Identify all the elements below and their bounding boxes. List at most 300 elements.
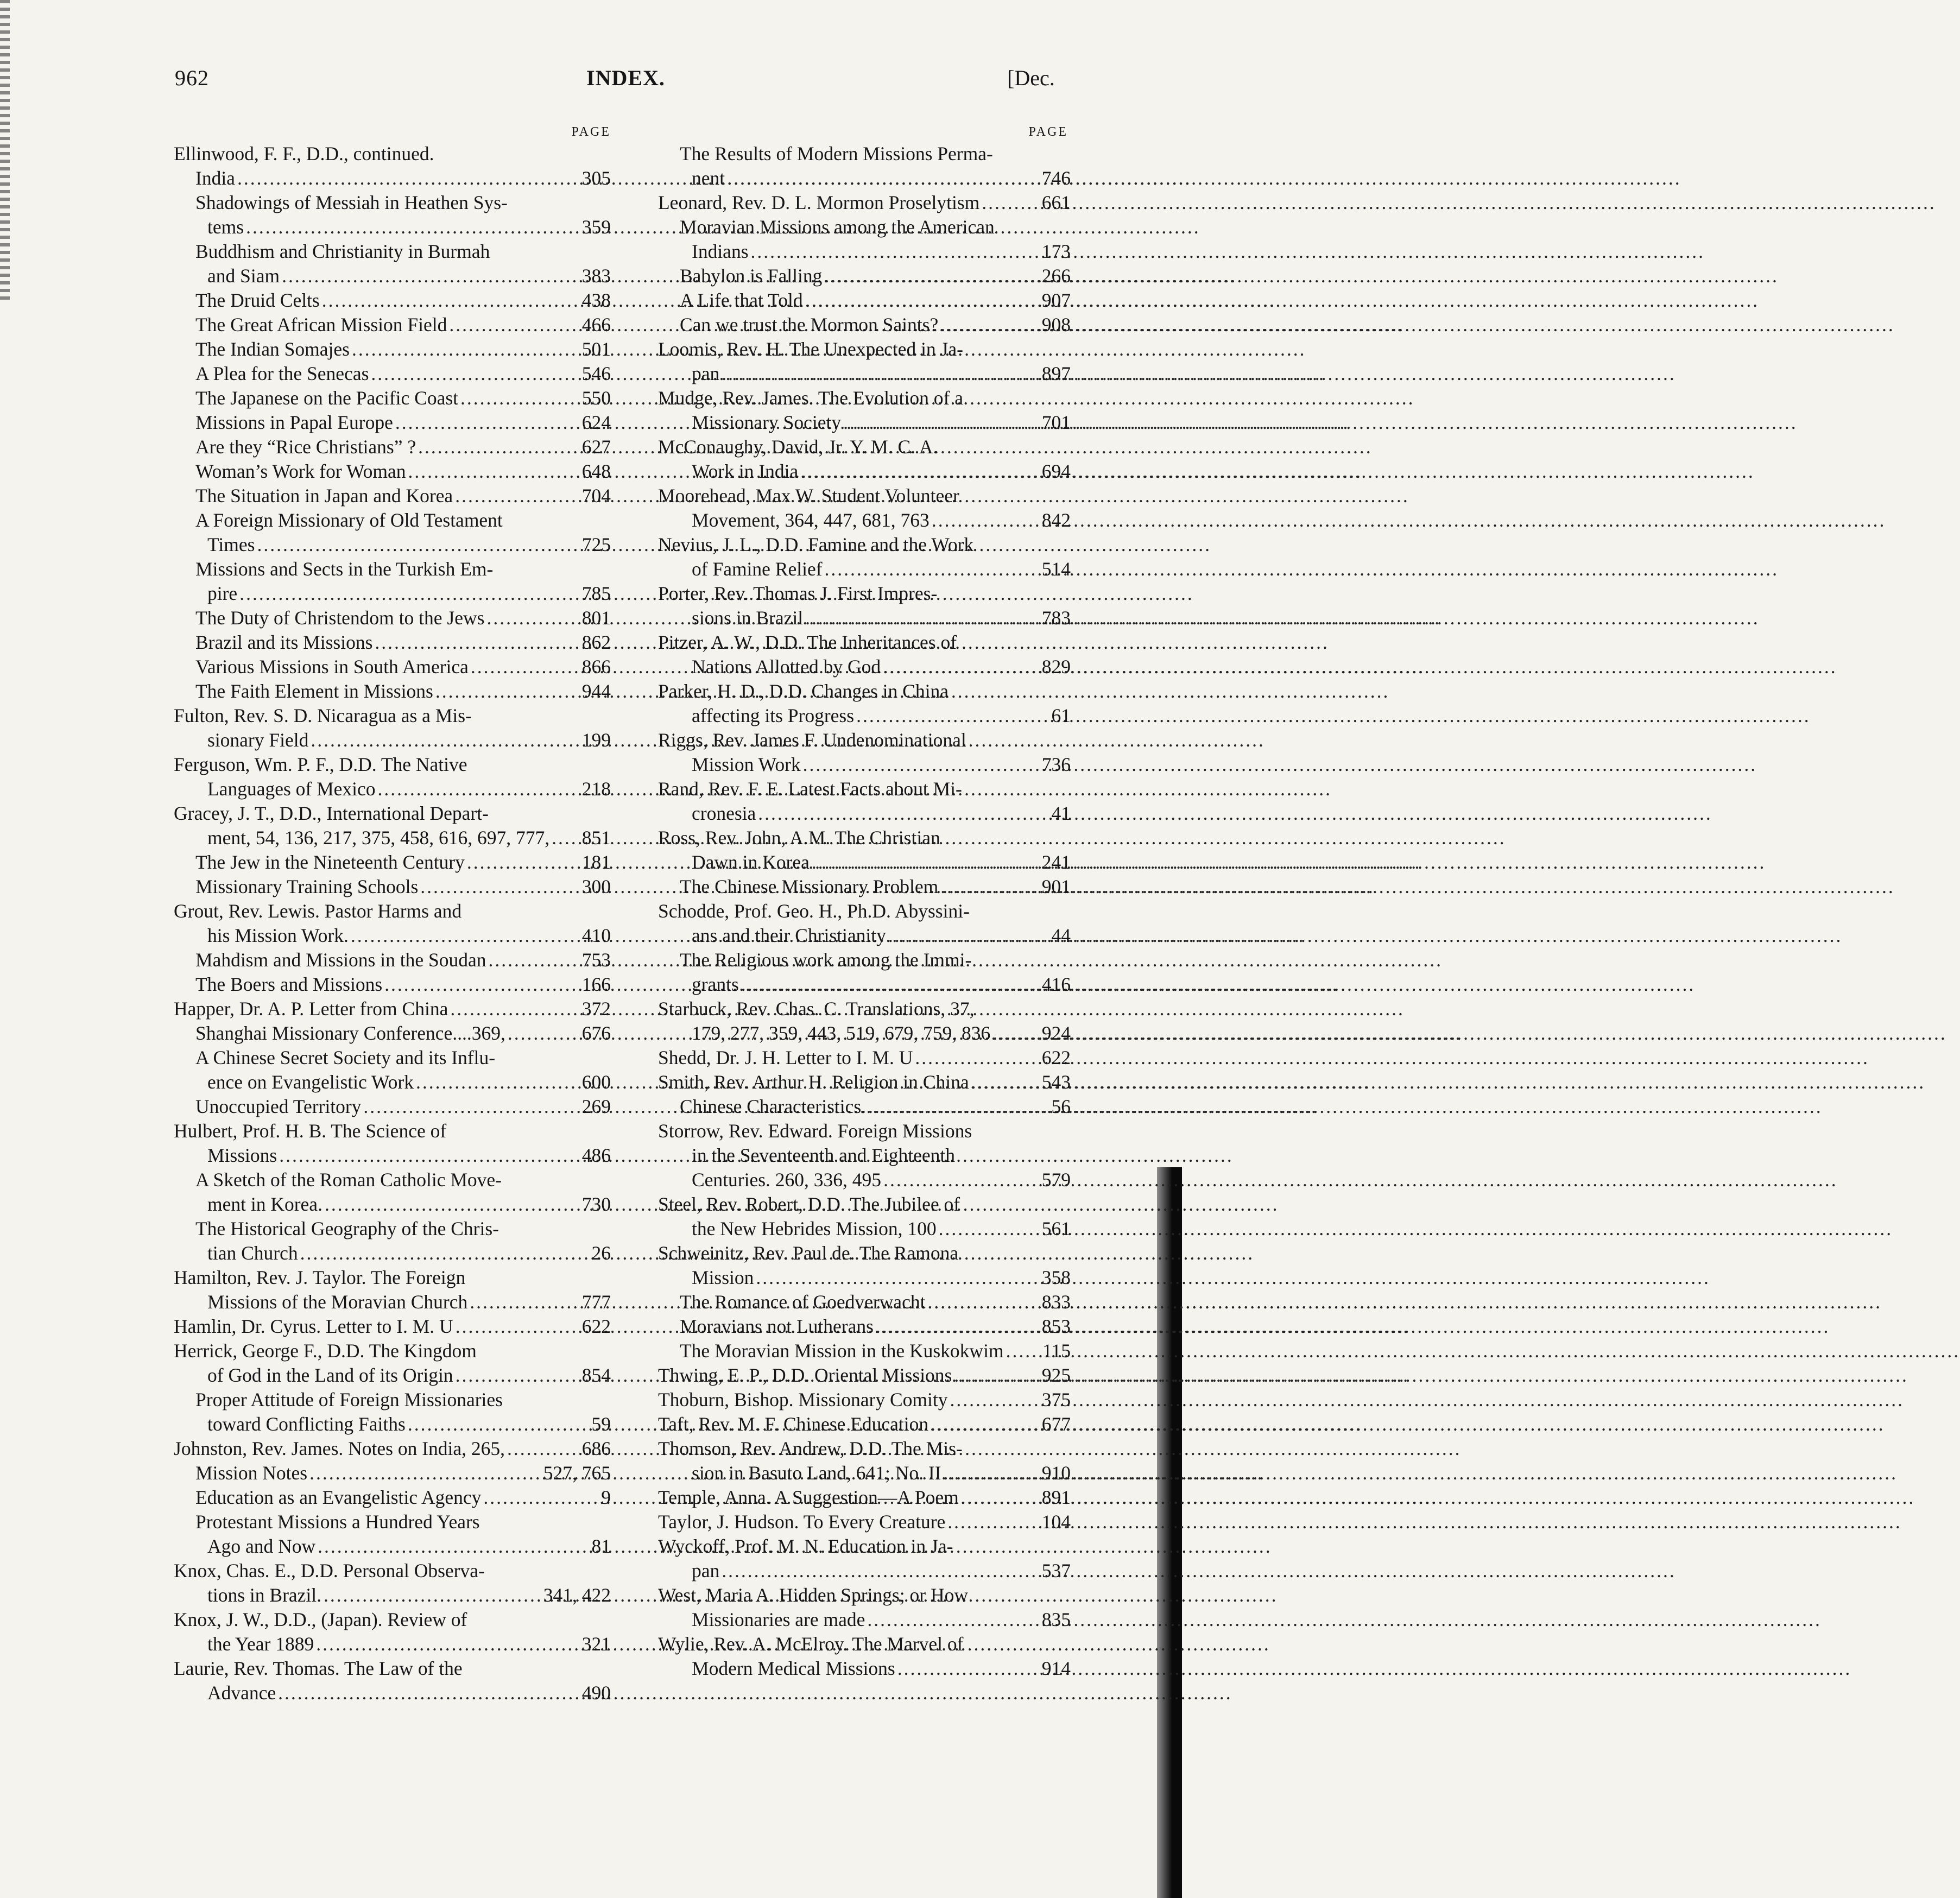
index-entry-line xyxy=(658,166,1071,191)
index-entry-line xyxy=(658,606,1071,630)
index-entry-line xyxy=(174,752,611,777)
entry-text: Centuries. 260, 336, 495 xyxy=(692,1169,882,1191)
dot-leader xyxy=(876,1314,1040,1339)
index-entry-line xyxy=(174,313,611,337)
entry-text: The Duty of Christendom to the Jews xyxy=(195,607,485,629)
index-entry-line xyxy=(174,728,611,752)
page-reference: 704 xyxy=(581,485,611,507)
entry-text: in the Seventeenth and Eighteenth xyxy=(692,1144,956,1166)
page-reference: 56 xyxy=(1051,1096,1071,1117)
entry-text: A Chinese Secret Society and its Influ- xyxy=(195,1047,496,1068)
index-entry-line xyxy=(174,1363,611,1388)
index-entry-line xyxy=(658,1094,1071,1119)
index-entry-line xyxy=(174,557,611,581)
page-reference: 661 xyxy=(1041,192,1071,213)
dot-leader xyxy=(1006,1339,1041,1363)
dot-leader xyxy=(375,630,579,655)
entry-text: The Druid Celts xyxy=(195,289,320,311)
entry-text: The Indian Somajes xyxy=(195,338,350,360)
entry-text: West, Maria A. Hidden Springs; or How xyxy=(658,1584,968,1606)
entry-text: Brazil and its Missions xyxy=(195,631,373,653)
page-reference: 676 xyxy=(581,1022,611,1044)
dot-leader xyxy=(812,850,1040,875)
index-entry-line xyxy=(658,655,1071,679)
index-entry-line xyxy=(174,777,611,801)
page-reference: 537 xyxy=(1041,1560,1071,1581)
entry-text: Can we trust the Mormon Saints? xyxy=(680,314,939,336)
index-entry-line xyxy=(174,288,611,313)
right-entry-list xyxy=(658,142,1071,1681)
index-entry-line xyxy=(174,1534,611,1559)
index-entry-line xyxy=(658,288,1071,313)
entry-text: and Siam xyxy=(207,265,280,287)
index-entry-line xyxy=(174,239,611,264)
dot-leader xyxy=(435,679,580,704)
index-entry-line xyxy=(174,875,611,899)
index-entry-line xyxy=(174,655,611,679)
entry-text: The Situation in Japan and Korea xyxy=(195,485,453,507)
entry-text: ence on Evangelistic Work xyxy=(207,1071,414,1093)
entry-text: Smith, Rev. Arthur H. Religion in China xyxy=(658,1071,969,1093)
index-entry-line xyxy=(174,581,611,606)
index-entry-line xyxy=(174,801,611,826)
index-entry-line xyxy=(658,362,1071,386)
index-entry-line xyxy=(174,1510,611,1534)
index-entry-line xyxy=(658,1608,1071,1632)
page-reference: 527, 765 xyxy=(543,1462,611,1484)
index-entry-line xyxy=(658,630,1071,655)
page-reference: 241 xyxy=(1041,851,1071,873)
dot-leader xyxy=(318,1534,589,1559)
entry-text: Education as an Evangelistic Agency xyxy=(195,1486,482,1508)
page-reference: 341, 422 xyxy=(543,1584,611,1606)
page-reference: 359 xyxy=(581,216,611,238)
right-index-column xyxy=(658,122,1071,1681)
page-reference: 907 xyxy=(1041,289,1071,311)
entry-text: Pitzer, A. W., D.D. The Inheritances of xyxy=(658,631,957,653)
page-reference: 166 xyxy=(581,973,611,995)
page-reference: 61 xyxy=(1051,705,1071,726)
page-reference: 622 xyxy=(1041,1047,1071,1068)
entry-text: A Sketch of the Roman Catholic Move- xyxy=(195,1169,502,1191)
entry-text: Moorehead, Max W. Student Volunteer xyxy=(658,485,959,507)
dot-leader xyxy=(758,801,1049,826)
index-entry-line xyxy=(174,606,611,630)
entry-text: Mission Work xyxy=(692,754,801,775)
dot-leader xyxy=(954,1363,1039,1388)
index-entry-line xyxy=(174,264,611,288)
entry-text: sionary Field xyxy=(207,729,309,751)
index-entry-line xyxy=(658,1241,1071,1266)
index-entry-line xyxy=(658,948,1071,972)
index-entry-line xyxy=(174,850,611,875)
running-header xyxy=(0,65,1182,103)
page-reference: 26 xyxy=(591,1242,611,1264)
index-entry-line xyxy=(174,1168,611,1192)
dot-leader xyxy=(395,410,580,435)
dot-leader xyxy=(282,264,580,288)
entry-text: Storrow, Rev. Edward. Foreign Missions xyxy=(658,1120,972,1142)
page-reference: 783 xyxy=(1041,607,1071,629)
dot-leader xyxy=(805,606,1040,630)
entry-text: toward Conflicting Faiths xyxy=(207,1413,406,1435)
index-entry-line xyxy=(658,1119,1071,1143)
dot-leader xyxy=(237,166,580,191)
dot-leader xyxy=(371,362,579,386)
index-entry-line xyxy=(658,875,1071,899)
entry-text: Grout, Rev. Lewis. Pastor Harms and xyxy=(174,900,462,922)
entry-text: Woman’s Work for Woman xyxy=(195,460,406,482)
index-entry-line xyxy=(174,948,611,972)
entry-text: Riggs, Rev. James F. Undenominational xyxy=(658,729,966,751)
index-entry-line xyxy=(174,215,611,239)
entry-text: Temple, Anna. A Suggestion—A Poem xyxy=(658,1486,959,1508)
index-entry-line xyxy=(174,826,611,850)
entry-text: tems xyxy=(207,216,244,238)
index-entry-line xyxy=(174,972,611,997)
entry-text: sions in Brazil xyxy=(692,607,804,629)
entry-text: The Great African Mission Field xyxy=(195,314,447,336)
dot-leader xyxy=(471,655,580,679)
page-reference: 550 xyxy=(581,387,611,409)
entry-text: Moravian Missions among the American xyxy=(680,216,995,238)
index-entry-line xyxy=(658,1314,1071,1339)
dot-leader xyxy=(982,191,1039,215)
entry-text: Shedd, Dr. J. H. Letter to I. M. U xyxy=(658,1047,913,1068)
entry-text: sion in Basuto Land, 641; No. II xyxy=(692,1462,941,1484)
dot-leader xyxy=(418,435,580,459)
index-entry-line xyxy=(174,1437,611,1461)
dot-leader xyxy=(800,459,1039,484)
page-reference: 854 xyxy=(581,1364,611,1386)
index-entry-line xyxy=(174,704,611,728)
page-reference: 579 xyxy=(1041,1169,1071,1191)
index-entry-line xyxy=(174,1485,611,1510)
entry-text: The Jew in the Nineteenth Century xyxy=(195,851,465,873)
entry-text: grants xyxy=(692,973,739,995)
page-reference: 490 xyxy=(581,1682,611,1704)
dot-leader xyxy=(947,1510,1039,1534)
page-reference: 9 xyxy=(601,1486,611,1508)
dot-leader xyxy=(408,1412,590,1437)
entry-text: A Life that Told xyxy=(680,289,803,311)
index-entry-line xyxy=(174,1241,611,1266)
entry-text: Missionaries are made xyxy=(692,1609,865,1630)
page-reference: 777 xyxy=(581,1291,611,1313)
dot-leader xyxy=(420,875,579,899)
dot-leader xyxy=(931,1412,1040,1437)
dot-leader xyxy=(239,581,580,606)
index-entry-line xyxy=(658,386,1071,410)
entry-text: Protestant Missions a Hundred Years xyxy=(195,1511,480,1533)
entry-text: Indians xyxy=(692,241,749,262)
dot-leader xyxy=(825,557,1040,581)
entry-text: Mission Notes xyxy=(195,1462,308,1484)
index-entry-line xyxy=(658,337,1071,362)
index-entry-line xyxy=(174,1119,611,1143)
page-reference: 438 xyxy=(581,289,611,311)
index-entry-line xyxy=(658,1461,1071,1485)
index-entry-line xyxy=(658,1534,1071,1559)
index-entry-line xyxy=(658,1339,1071,1363)
dot-leader xyxy=(856,704,1049,728)
index-entry-line xyxy=(174,1608,611,1632)
entry-text: Times xyxy=(207,534,255,555)
dot-leader xyxy=(741,972,1040,997)
index-entry-line xyxy=(658,679,1071,704)
page-reference: 866 xyxy=(581,656,611,678)
index-entry-line xyxy=(174,1632,611,1656)
scan-edge-mark xyxy=(0,0,10,304)
issue-month: [Dec. xyxy=(1007,66,1055,90)
dot-leader xyxy=(456,1363,580,1388)
dot-leader xyxy=(950,1388,1040,1412)
entry-text: Nations Allotted by God xyxy=(692,656,881,678)
dot-leader xyxy=(722,362,1039,386)
index-entry-line xyxy=(174,1192,611,1217)
entry-text: cronesia xyxy=(692,802,756,824)
dot-leader xyxy=(322,288,580,313)
entry-text: affecting its Progress xyxy=(692,705,855,726)
index-entry-line xyxy=(174,923,611,948)
entry-text: Hulbert, Prof. H. B. The Science of xyxy=(174,1120,447,1142)
dot-leader xyxy=(961,1485,1040,1510)
page-reference: 891 xyxy=(1041,1486,1071,1508)
entry-text: A Plea for the Senecas xyxy=(195,363,369,384)
dot-leader xyxy=(278,1681,580,1705)
entry-text: The Results of Modern Missions Perma- xyxy=(680,143,993,165)
entry-text: Laurie, Rev. Thomas. The Law of the xyxy=(174,1657,463,1679)
page-reference: 115 xyxy=(1042,1340,1071,1362)
page-reference: 81 xyxy=(591,1535,611,1557)
index-entry-line xyxy=(658,1388,1071,1412)
page-reference: 41 xyxy=(1051,802,1071,824)
column-heading-page: PAGE xyxy=(1028,125,1068,139)
dot-leader xyxy=(867,1608,1039,1632)
page-reference: 375 xyxy=(1041,1389,1071,1410)
entry-text: ment in Korea. xyxy=(207,1193,323,1215)
index-entry-line xyxy=(658,704,1071,728)
index-entry-line xyxy=(658,484,1071,508)
dot-leader xyxy=(940,875,1040,899)
index-entry-line xyxy=(658,801,1071,826)
index-entry-line xyxy=(174,484,611,508)
entry-text: Loomis, Rev. H. The Unexpected in Ja- xyxy=(658,338,963,360)
index-entry-line xyxy=(174,435,611,459)
index-entry-line xyxy=(174,1656,611,1681)
dot-leader xyxy=(450,997,579,1021)
dot-leader xyxy=(456,1314,580,1339)
index-entry-line xyxy=(174,533,611,557)
dot-leader xyxy=(467,850,580,875)
page-reference: 925 xyxy=(1041,1364,1071,1386)
entry-text: Schodde, Prof. Geo. H., Ph.D. Abyssini- xyxy=(658,900,970,922)
index-entry-line xyxy=(658,215,1071,239)
index-entry-line xyxy=(174,899,611,923)
page-reference: 546 xyxy=(581,363,611,384)
page-reference: 648 xyxy=(581,460,611,482)
entry-text: The Romance of Goedverwacht xyxy=(680,1291,926,1313)
page-reference: 686 xyxy=(581,1438,611,1459)
index-entry-line xyxy=(658,264,1071,288)
dot-leader xyxy=(508,1021,580,1046)
index-entry-line xyxy=(658,1070,1071,1094)
entry-text: Wyckoff, Prof. M. N. Education in Ja- xyxy=(658,1535,953,1557)
dot-leader xyxy=(756,1266,1039,1290)
index-entry-line xyxy=(658,435,1071,459)
entry-text: Shadowings of Messiah in Heathen Sys- xyxy=(195,192,508,213)
page-reference: 842 xyxy=(1041,509,1071,531)
index-entry-line xyxy=(174,1314,611,1339)
page-reference: 269 xyxy=(581,1096,611,1117)
dot-leader xyxy=(449,313,579,337)
entry-text: Gracey, J. T., D.D., International Depart- xyxy=(174,802,489,824)
page-reference: 181 xyxy=(581,851,611,873)
dot-leader xyxy=(883,1168,1040,1192)
page-reference: 600 xyxy=(581,1071,611,1093)
entry-text: Missions xyxy=(207,1144,277,1166)
entry-text: Starbuck, Rev. Chas. C. Translations, 37, xyxy=(658,998,975,1020)
dot-leader xyxy=(352,337,580,362)
index-entry-line xyxy=(174,1412,611,1437)
page-reference: 514 xyxy=(1041,558,1071,580)
dot-leader xyxy=(378,777,580,801)
entry-text: Ellinwood, F. F., D.D., continued. xyxy=(174,143,434,165)
page-reference: 730 xyxy=(581,1193,611,1215)
entry-text: McConaughy, David, Jr. Y. M. C. A. xyxy=(658,436,938,458)
entry-text: Steel, Rev. Robert, D.D. The Jubilee of xyxy=(658,1193,960,1215)
dot-leader xyxy=(939,1217,1040,1241)
entry-text: pan xyxy=(692,363,720,384)
entry-text: ans and their Christianity xyxy=(692,925,886,946)
page-reference: 466 xyxy=(581,314,611,336)
entry-text: Various Missions in South America xyxy=(195,656,469,678)
entry-text: Leonard, Rev. D. L. Mormon Proselytism xyxy=(658,192,980,213)
entry-text: Happer, Dr. A. P. Letter from China xyxy=(174,998,448,1020)
page-reference: 627 xyxy=(581,436,611,458)
entry-text: The Historical Geography of the Chris- xyxy=(195,1218,499,1239)
entry-text: Fulton, Rev. S. D. Nicaragua as a Mis- xyxy=(174,705,472,726)
page-reference: 486 xyxy=(581,1144,611,1166)
index-entry-line xyxy=(658,581,1071,606)
dot-leader xyxy=(363,1094,579,1119)
dot-leader xyxy=(888,923,1049,948)
dot-leader xyxy=(316,1632,580,1656)
index-entry-line xyxy=(174,679,611,704)
dot-leader xyxy=(384,972,580,997)
entry-text: Nevius, J. L., D.D. Famine and the Work xyxy=(658,534,974,555)
page-reference: 622 xyxy=(581,1315,611,1337)
page-reference: 746 xyxy=(1041,167,1071,189)
page-reference: 829 xyxy=(1041,656,1071,678)
dot-leader xyxy=(325,1192,580,1217)
page-reference: 199 xyxy=(581,729,611,751)
index-entry-line xyxy=(174,1583,611,1608)
entry-text: The Religious work among the Immi- xyxy=(680,949,972,971)
index-entry-line xyxy=(174,997,611,1021)
entry-text: Shanghai Missionary Conference....369, xyxy=(195,1022,505,1044)
dot-leader xyxy=(460,386,580,410)
entry-text: Hamilton, Rev. J. Taylor. The Foreign xyxy=(174,1267,466,1288)
index-entry-line xyxy=(174,1339,611,1363)
entry-text: Languages of Mexico xyxy=(207,778,376,800)
page-reference: 624 xyxy=(581,412,611,433)
entry-text: his Mission Work. xyxy=(207,925,349,946)
index-entry-line xyxy=(658,1363,1071,1388)
dot-leader xyxy=(351,923,580,948)
page-reference: 372 xyxy=(581,998,611,1020)
dot-leader xyxy=(805,288,1040,313)
index-entry-line xyxy=(174,630,611,655)
page-number: 962 xyxy=(175,66,209,90)
dot-leader xyxy=(257,533,580,557)
index-entry-line xyxy=(658,508,1071,533)
dot-leader xyxy=(455,484,580,508)
index-entry-line xyxy=(174,386,611,410)
page-reference: 897 xyxy=(1041,363,1071,384)
page-reference: 701 xyxy=(1041,412,1071,433)
entry-text: Thomson, Rev. Andrew, D.D. The Mis- xyxy=(658,1438,963,1459)
dot-leader xyxy=(868,1094,1049,1119)
entry-text: Knox, Chas. E., D.D. Personal Observa- xyxy=(174,1560,485,1581)
entry-text: tian Church xyxy=(207,1242,298,1264)
entry-text: Buddhism and Christianity in Burmah xyxy=(195,241,490,262)
index-entry-line xyxy=(658,1559,1071,1583)
entry-text: of Famine Relief xyxy=(692,558,823,580)
page-reference: 736 xyxy=(1041,754,1071,775)
entry-text: Porter, Rev. Thomas J. First Impres- xyxy=(658,583,938,604)
entry-text: Babylon is Falling xyxy=(680,265,823,287)
dot-leader xyxy=(246,215,580,239)
index-entry-line xyxy=(658,142,1071,166)
entry-text: Wylie, Rev. A. McElroy. The Marvel of xyxy=(658,1633,964,1655)
entry-text: Taylor, J. Hudson. To Every Creature xyxy=(658,1511,946,1533)
dot-leader xyxy=(309,1461,541,1485)
dot-leader xyxy=(843,410,1040,435)
index-entry-line xyxy=(658,1485,1071,1510)
dot-leader xyxy=(992,1021,1040,1046)
index-entry-line xyxy=(658,1217,1071,1241)
page-reference: 908 xyxy=(1041,314,1071,336)
dot-leader xyxy=(824,264,1039,288)
entry-text: Mudge, Rev. James. The Evolution of a xyxy=(658,387,963,409)
dot-leader xyxy=(279,1143,580,1168)
entry-text: Ross, Rev. John, A.M. The Christian xyxy=(658,827,940,849)
entry-text: Missionary Society xyxy=(692,412,842,433)
entry-text: Ago and Now xyxy=(207,1535,316,1557)
entry-text: Schweinitz, Rev. Paul de. The Ramona xyxy=(658,1242,959,1264)
page-reference: 305 xyxy=(581,167,611,189)
page-reference: 924 xyxy=(1041,1022,1071,1044)
page-reference: 801 xyxy=(581,607,611,629)
page-reference: 835 xyxy=(1041,1609,1071,1630)
entry-text: Missions of the Moravian Church xyxy=(207,1291,468,1313)
entry-text: Dawn in Korea xyxy=(692,851,810,873)
index-entry-line xyxy=(658,1632,1071,1656)
entry-text: Mission xyxy=(692,1267,754,1288)
index-entry-line xyxy=(174,337,611,362)
page-title: INDEX. xyxy=(586,66,665,90)
entry-text: Unoccupied Territory xyxy=(195,1096,362,1117)
entry-text: The Faith Element in Missions xyxy=(195,680,433,702)
index-entry-line xyxy=(174,1046,611,1070)
index-entry-line xyxy=(658,533,1071,557)
dot-leader xyxy=(940,313,1040,337)
index-entry-line xyxy=(658,191,1071,215)
dot-leader xyxy=(311,728,579,752)
page-reference: 59 xyxy=(591,1413,611,1435)
index-entry-line xyxy=(658,850,1071,875)
